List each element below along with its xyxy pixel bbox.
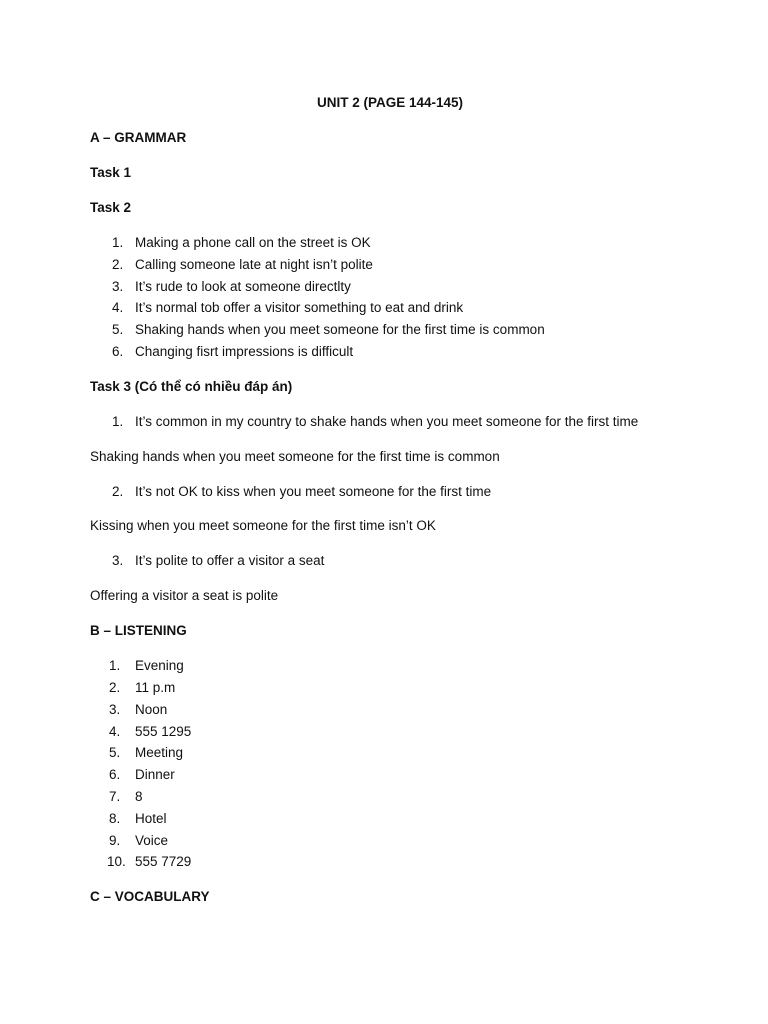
task3-answer-1: Shaking hands when you meet someone for the first time is common [90, 448, 500, 464]
list-text: Meeting [135, 745, 184, 761]
list-item [90, 550, 690, 572]
list-item [90, 411, 690, 433]
list-item [90, 677, 690, 699]
document-title: UNIT 2 (PAGE 144-145) [316, 95, 464, 110]
list-number: 10. [107, 854, 126, 870]
list-item [90, 341, 690, 363]
list-text: Evening [135, 658, 184, 674]
list-text: Noon [135, 701, 168, 717]
list-number: 9. [109, 832, 121, 848]
list-number: 1. [112, 235, 124, 250]
list-item [90, 699, 690, 721]
list-number: 4. [112, 300, 124, 316]
list-text: Dinner [135, 767, 175, 783]
list-number: 5. [112, 322, 124, 338]
list-item [90, 319, 690, 341]
task3-question-1 [90, 411, 690, 433]
list-number: 2. [112, 483, 124, 499]
list-number: 6. [109, 767, 121, 783]
list-item [90, 721, 690, 743]
section-heading-grammar: A – GRAMMAR [90, 130, 187, 145]
list-text: It’s rude to look at someone directlty [135, 278, 351, 294]
task3-answer-3: Offering a visitor a seat is polite [90, 588, 279, 604]
list-number: 6. [112, 343, 124, 359]
task-heading-2: Task 2 [90, 200, 132, 215]
list-item [90, 297, 690, 319]
task-heading-3: Task 3 (Có thể có nhiều đáp án) [90, 378, 293, 394]
list-text: It’s polite to offer a visitor a seat [135, 553, 325, 569]
list-number: 1. [112, 413, 124, 429]
task2-list [90, 232, 690, 363]
list-text: Voice [135, 832, 169, 848]
list-text: Shaking hands when you meet someone for the first time is common [135, 322, 545, 338]
list-item [90, 742, 690, 764]
list-text: Calling someone late at night isn’t polite [135, 256, 373, 272]
list-number: 4. [109, 723, 121, 739]
list-item [90, 481, 690, 503]
list-text: 555 7729 [135, 854, 192, 870]
section-heading-listening: B – LISTENING [90, 623, 187, 639]
list-item [90, 232, 690, 254]
task3-question-3 [90, 550, 690, 572]
list-text: It’s not OK to kiss when you meet someone for the first time [135, 483, 492, 499]
list-item [90, 254, 690, 276]
list-number: 8. [109, 810, 121, 826]
list-text: Changing fisrt impressions is difficult [135, 343, 354, 359]
task3-answer-2: Kissing when you meet someone for the first time isn’t OK [90, 518, 436, 534]
list-text: 555 1295 [135, 723, 192, 739]
list-text: Hotel [135, 810, 167, 826]
list-number: 1. [109, 658, 121, 674]
list-text: It’s common in my country to shake hands when you meet someone for the first time [135, 413, 639, 429]
list-text: 8 [135, 788, 143, 804]
list-text: It’s normal tob offer a visitor something to eat and drink [135, 300, 464, 316]
list-number: 3. [112, 278, 124, 294]
list-number: 3. [112, 553, 124, 569]
list-item [90, 851, 690, 873]
document-page [90, 92, 690, 921]
section-heading-vocabulary: C – VOCABULARY [90, 889, 210, 905]
list-item [90, 655, 690, 677]
list-item [90, 830, 690, 852]
task-heading-1: Task 1 [90, 165, 132, 180]
task3-question-2 [90, 481, 690, 503]
list-number: 7. [109, 788, 121, 804]
list-item [90, 276, 690, 298]
list-item [90, 808, 690, 830]
list-number: 3. [109, 701, 121, 717]
list-number: 5. [109, 745, 121, 761]
list-number: 2. [109, 679, 121, 695]
list-text: Making a phone call on the street is OK [135, 235, 371, 250]
list-item [90, 786, 690, 808]
list-text: 11 p.m [135, 679, 176, 695]
list-item [90, 764, 690, 786]
list-number: 2. [112, 256, 124, 272]
listening-list [90, 655, 690, 873]
